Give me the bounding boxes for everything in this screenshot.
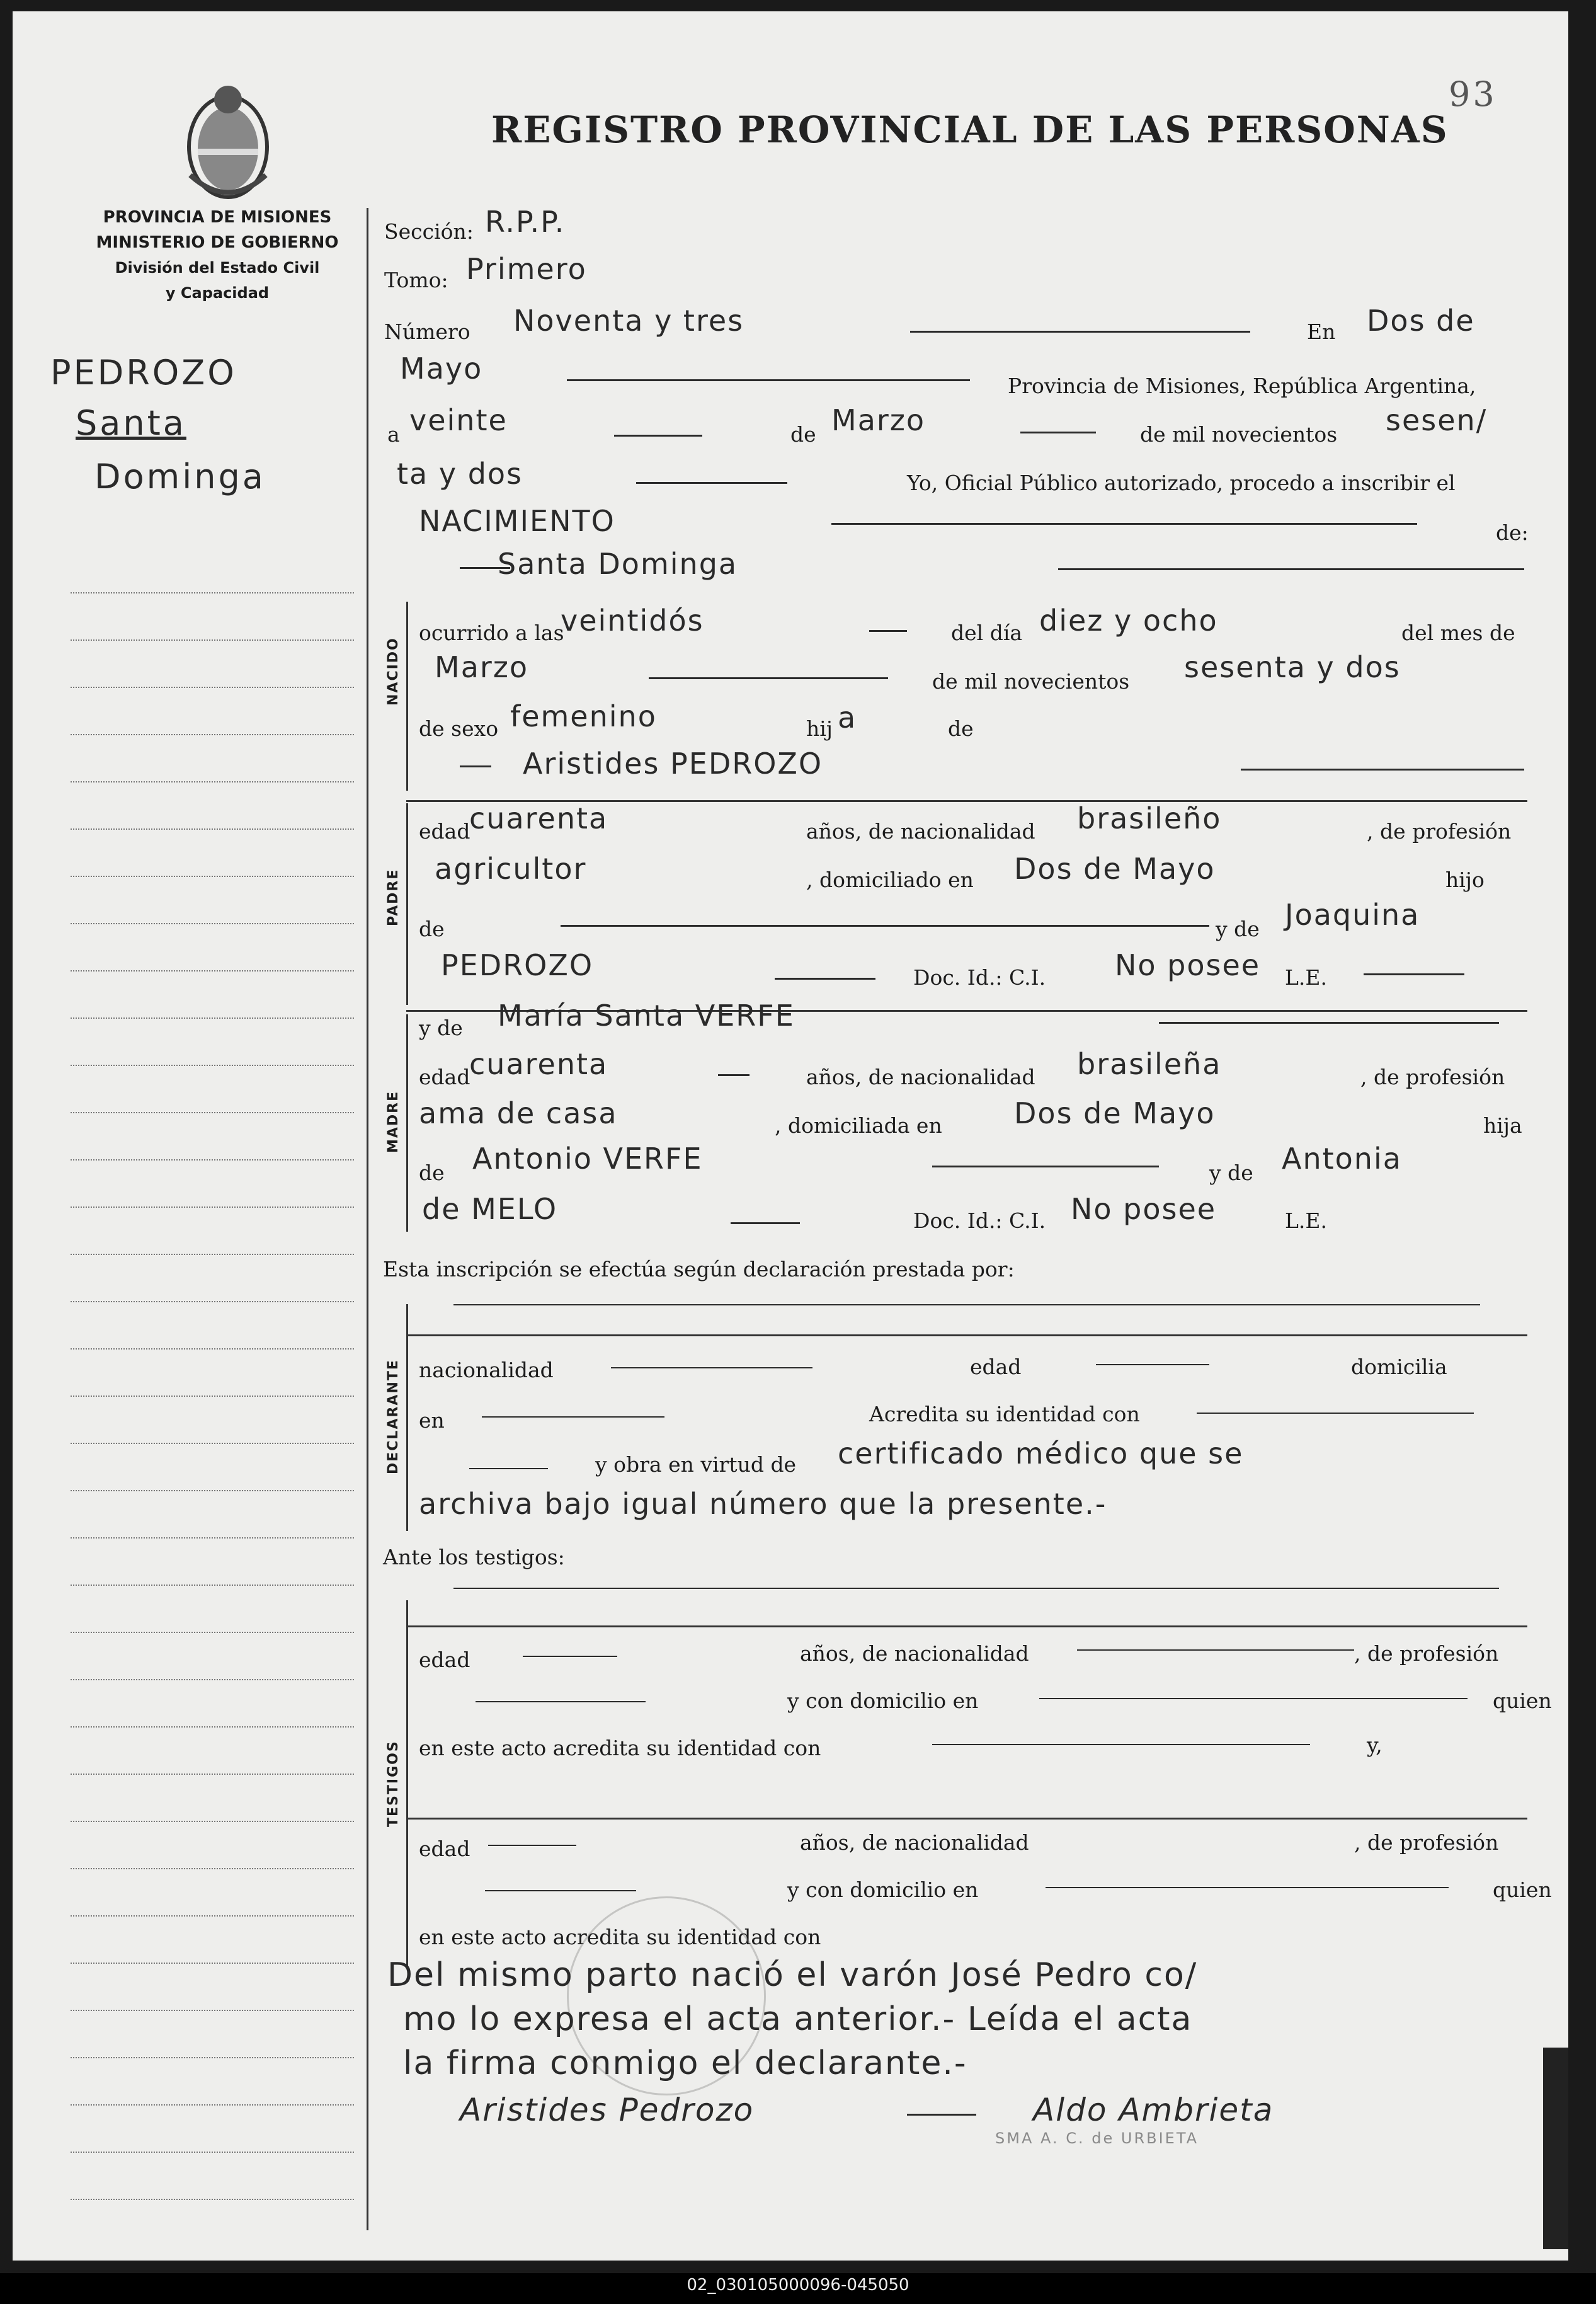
label-de-colon: de: — [1496, 520, 1529, 545]
value-madre-edad: cuarenta — [469, 1047, 608, 1081]
image-caption: 02_030105000096-045050 — [687, 2276, 909, 2295]
label-quien-testigo-2: quien — [1493, 1877, 1552, 1902]
label-hijo: hij — [806, 716, 833, 741]
fill-line — [718, 1074, 750, 1076]
signature-officer: Aldo Ambrieta — [1033, 2092, 1274, 2128]
margin-given-name-1: Santa — [76, 403, 186, 443]
label-nacionalidad: nacionalidad — [419, 1358, 554, 1382]
value-dia-nac: diez y ocho — [1039, 604, 1218, 638]
label-domicilia: domicilia — [1351, 1355, 1447, 1379]
value-obra-1: certificado médico que se — [838, 1436, 1244, 1470]
fill-line — [636, 482, 787, 484]
fill-line — [488, 1845, 576, 1846]
value-padre-madre: Joaquina — [1285, 898, 1420, 932]
fill-line — [567, 379, 970, 381]
value-seccion: R.P.P. — [485, 205, 566, 239]
madre-bar — [406, 1014, 408, 1232]
fill-line — [932, 1166, 1159, 1167]
document-title: REGISTRO PROVINCIAL DE LAS PERSONAS — [491, 108, 1449, 151]
label-edad-padre: edad — [419, 819, 470, 844]
declarante-bar — [406, 1304, 408, 1531]
note-line-3: la firma conmigo el declarante.- — [403, 2044, 967, 2082]
label-profesion-testigo-2: , de profesión — [1354, 1830, 1499, 1855]
value-madre-nac: brasileña — [1077, 1047, 1222, 1081]
value-madre: María Santa VERFE — [498, 999, 795, 1033]
label-y-comma: y, — [1367, 1733, 1382, 1757]
label-de-padre: de — [419, 917, 445, 941]
label-acredita: Acredita su identidad con — [869, 1402, 1140, 1426]
fill-line — [614, 435, 702, 437]
header-line-3: División del Estado Civil — [115, 259, 320, 277]
label-domiciliado: , domiciliado en — [806, 868, 974, 892]
fill-line — [523, 1656, 617, 1657]
testigos-bar — [406, 1600, 408, 1966]
label-del-dia: del día — [951, 621, 1023, 645]
padre-bar — [406, 803, 408, 1005]
margin-divider — [367, 208, 368, 2230]
value-madre-madre: Antonia — [1282, 1142, 1402, 1176]
label-testigos: TESTIGOS — [385, 1740, 401, 1827]
value-anio-nac: sesenta y dos — [1184, 650, 1401, 684]
fill-line — [453, 1588, 1499, 1589]
label-le-padre: L.E. — [1285, 965, 1327, 990]
value-sexo: femenino — [510, 699, 657, 733]
label-profesion-padre: , de profesión — [1367, 819, 1512, 844]
value-tomo: Primero — [466, 252, 587, 286]
label-domicilio-testigo-1: y con domicilio en — [787, 1688, 979, 1713]
value-madre-doc: No posee — [1071, 1192, 1217, 1226]
label-hija: hija — [1483, 1113, 1522, 1138]
value-padre-nac: brasileño — [1077, 801, 1222, 835]
label-anios-nac-padre: años, de nacionalidad — [806, 819, 1035, 844]
label-a: a — [387, 422, 400, 447]
label-domiciliada: , domiciliada en — [775, 1113, 942, 1138]
header-line-4: y Capacidad — [165, 284, 270, 302]
fill-line — [485, 1890, 636, 1891]
value-anio-1: sesen/ — [1386, 403, 1488, 437]
label-padre: PADRE — [385, 868, 401, 926]
value-madre-dom: Dos de Mayo — [1014, 1096, 1216, 1130]
label-sexo: de sexo — [419, 716, 499, 741]
label-nacido: NACIDO — [385, 637, 401, 706]
value-padre-prof: agricultor — [435, 852, 587, 886]
label-anios-nac-testigo-2: años, de nacionalidad — [800, 1830, 1029, 1855]
officer-stamp-text: SMA A. C. de URBIETA — [995, 2129, 1199, 2147]
label-acredita-testigo-1: en este acto acredita su identidad con — [419, 1736, 821, 1760]
fill-line — [1058, 568, 1524, 570]
fill-line — [775, 978, 875, 980]
value-hora: veintidós — [561, 604, 704, 638]
value-madre-padre: Antonio VERFE — [472, 1142, 703, 1176]
fill-line — [482, 1416, 664, 1418]
label-quien-testigo-1: quien — [1493, 1688, 1552, 1713]
margin-given-name-2: Dominga — [94, 457, 266, 496]
divider-declarante-top — [406, 1334, 1527, 1336]
fill-line — [1364, 973, 1464, 975]
label-obra: y obra en virtud de — [595, 1452, 797, 1477]
signature-declarant: Aristides Pedrozo — [460, 2092, 755, 2128]
fill-line — [869, 630, 907, 632]
label-doc-padre: Doc. Id.: C.I. — [913, 965, 1046, 990]
fill-line — [611, 1367, 812, 1368]
fill-line — [910, 331, 1250, 333]
label-profesion-madre: , de profesión — [1360, 1065, 1505, 1089]
label-yo-oficial: Yo, Oficial Público autorizado, procedo a inscribir el — [907, 471, 1456, 495]
label-anios-nac-testigo-1: años, de nacionalidad — [800, 1641, 1029, 1666]
label-anios-nac-madre: años, de nacionalidad — [806, 1065, 1035, 1089]
fill-line — [731, 1222, 800, 1224]
fill-line — [1020, 432, 1096, 433]
fill-line — [1039, 1698, 1468, 1699]
fill-line — [476, 1701, 646, 1702]
coat-of-arms-icon — [178, 74, 278, 207]
value-padre: Aristides PEDROZO — [523, 747, 823, 781]
label-de-madre: de — [419, 1161, 445, 1185]
fill-line — [561, 925, 1209, 927]
value-padre-dom: Dos de Mayo — [1014, 852, 1216, 886]
value-en: Dos de — [1367, 304, 1475, 338]
label-numero: Número — [384, 319, 470, 344]
page-edge-shadow — [1543, 2048, 1568, 2249]
margin-surname: PEDROZO — [50, 353, 237, 393]
value-anio-2: ta y dos — [397, 457, 523, 491]
label-hijo-padre: hijo — [1445, 868, 1485, 892]
value-mes-nac: Marzo — [435, 650, 529, 684]
divider-testigos-top — [406, 1625, 1527, 1627]
value-mes: Marzo — [831, 403, 926, 437]
label-de-mil: de mil novecientos — [1140, 422, 1338, 447]
value-dia: veinte — [409, 403, 508, 437]
fill-line — [1077, 1649, 1354, 1651]
label-acredita-testigo-2: en este acto acredita su identidad con — [419, 1925, 821, 1949]
note-line-1: Del mismo parto nació el varón José Pedro co/ — [387, 1956, 1198, 1994]
label-seccion: Sección: — [384, 219, 474, 244]
value-nombre: Santa Dominga — [498, 547, 738, 581]
label-provincia: Provincia de Misiones, República Argentina, — [1008, 374, 1476, 398]
fill-line — [1241, 769, 1524, 771]
fill-line — [831, 523, 1417, 525]
value-madre-prof: ama de casa — [419, 1096, 618, 1130]
fill-line — [460, 765, 491, 767]
note-line-2: mo lo expresa el acta anterior.- Leída el acta — [403, 2000, 1193, 2038]
value-acto: NACIMIENTO — [419, 504, 615, 538]
fill-line — [1096, 1364, 1209, 1365]
label-y-de-padre: y de — [1216, 917, 1260, 941]
fill-line — [453, 1304, 1480, 1305]
nacido-bar — [406, 602, 408, 791]
label-edad-testigo-1: edad — [419, 1648, 470, 1672]
page-number: 93 — [1449, 74, 1497, 114]
label-madre: MADRE — [385, 1090, 401, 1153]
label-en-declarante: en — [419, 1408, 445, 1433]
value-padre-edad: cuarenta — [469, 801, 608, 835]
header-line-2: MINISTERIO DE GOBIERNO — [96, 233, 339, 252]
label-ocurrido: ocurrido a las — [419, 621, 564, 645]
divider-testigos-mid — [406, 1818, 1527, 1820]
label-edad-testigo-2: edad — [419, 1837, 470, 1861]
label-y-de-madre-2: y de — [1209, 1161, 1253, 1185]
label-de-hijo: de — [948, 716, 974, 741]
label-le-madre: L.E. — [1285, 1208, 1327, 1233]
label-del-mes: del mes de — [1401, 621, 1515, 645]
label-de-mes: de — [790, 422, 816, 447]
label-doc-madre: Doc. Id.: C.I. — [913, 1208, 1046, 1233]
fill-line — [1197, 1413, 1474, 1414]
label-inscripcion: Esta inscripción se efectúa según declaración prestada por: — [383, 1257, 1015, 1281]
issuer-header — [66, 205, 368, 306]
fill-line — [469, 1468, 548, 1469]
label-de-mil-2: de mil novecientos — [932, 669, 1130, 694]
fill-line — [907, 2114, 976, 2116]
fill-line — [649, 677, 888, 679]
value-madre-madre-2: de MELO — [422, 1192, 558, 1226]
value-obra-2: archiva bajo igual número que la presente.- — [419, 1487, 1107, 1521]
label-profesion-testigo-1: , de profesión — [1354, 1641, 1499, 1666]
label-edad-declarante: edad — [970, 1355, 1022, 1379]
label-domicilio-testigo-2: y con domicilio en — [787, 1877, 979, 1902]
label-en: En — [1307, 319, 1336, 344]
value-lugar: Mayo — [400, 352, 483, 386]
label-declarante: DECLARANTE — [385, 1359, 401, 1474]
header-line-1: PROVINCIA DE MISIONES — [103, 208, 332, 227]
value-padre-doc: No posee — [1115, 948, 1261, 982]
label-tomo: Tomo: — [384, 268, 448, 292]
label-edad-madre: edad — [419, 1065, 470, 1089]
value-numero: Noventa y tres — [513, 304, 744, 338]
value-hij-suffix: a — [838, 701, 857, 735]
fill-line — [1159, 1022, 1499, 1024]
value-padre-apellido: PEDROZO — [441, 948, 594, 982]
fill-line — [1046, 1887, 1449, 1888]
fill-line — [932, 1744, 1310, 1745]
label-y-de-madre: y de — [419, 1016, 463, 1040]
label-ante: Ante los testigos: — [383, 1545, 565, 1569]
